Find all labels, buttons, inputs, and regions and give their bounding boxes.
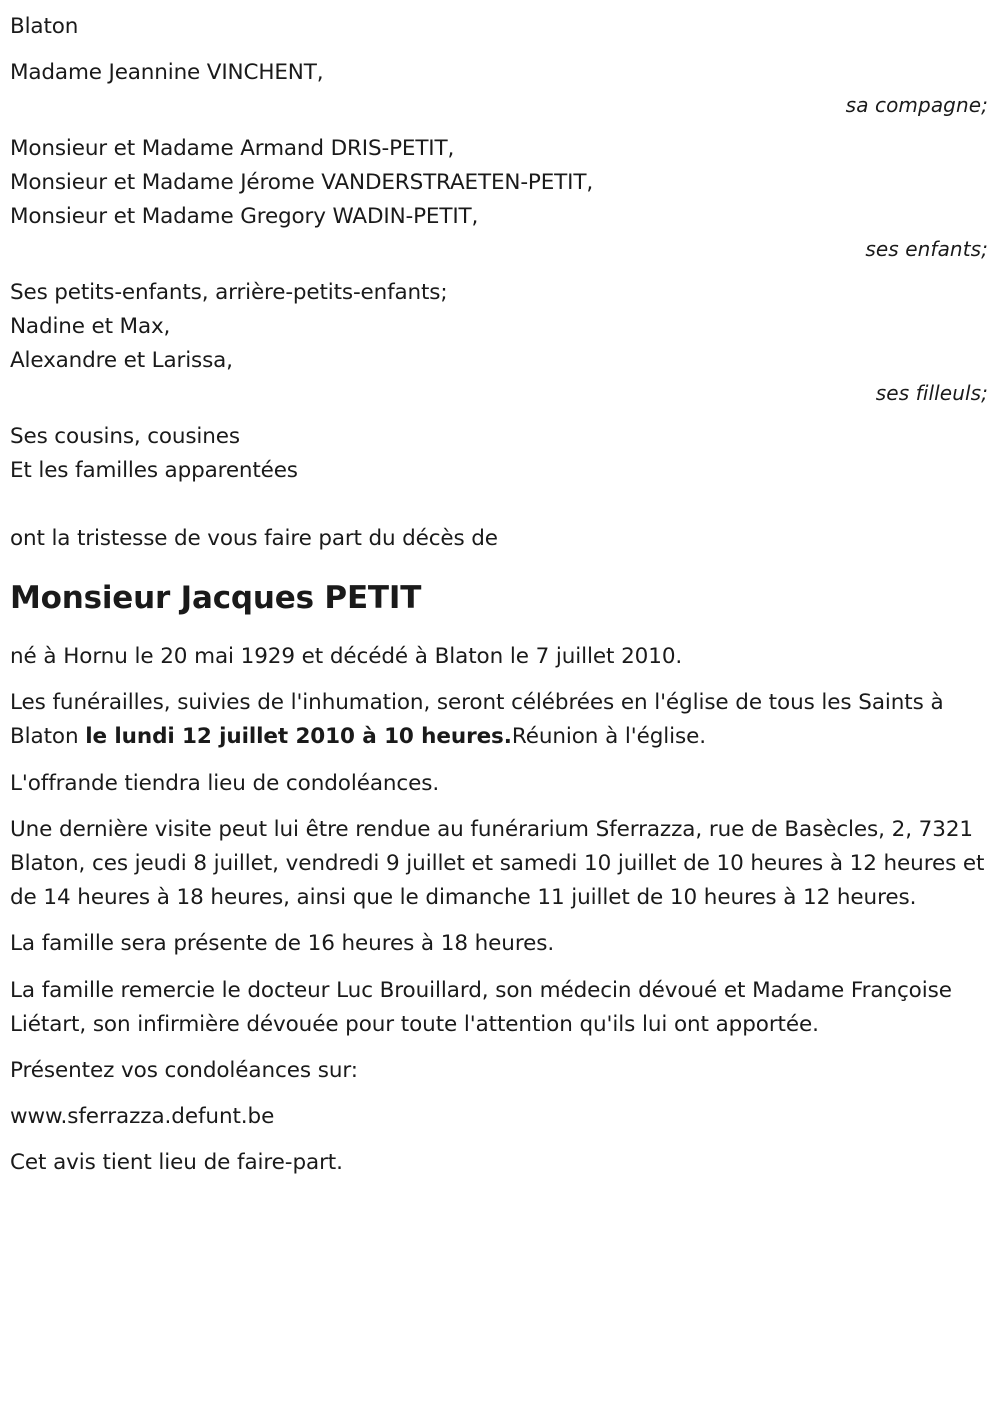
thanks-paragraph: La famille remercie le docteur Luc Brouillard, son médecin dévoué et Madame Françoise Liétart, son infirmière dévouée pour toute l'attention qu'ils lui ont apportée. (10, 977, 952, 1037)
family-presence-paragraph: La famille sera présente de 16 heures à 18 heures. (10, 931, 555, 957)
locality-line: Blaton (10, 14, 79, 39)
spacer (10, 556, 992, 578)
mourner-name: Alexandre et Larissa, (10, 348, 233, 373)
birth-death-paragraph: né à Hornu le 20 mai 1929 et décédé à Blaton le 7 juillet 2010. (10, 644, 683, 669)
mourner-group-compagne (10, 56, 992, 120)
condolences-url[interactable]: www.sferrazza.defunt.be (10, 1104, 275, 1130)
mourner-group-cousins (10, 420, 992, 488)
mourner-name: Monsieur et Madame Gregory WADIN-PETIT, (10, 204, 479, 229)
closing-paragraph: Cet avis tient lieu de faire-part. (10, 1150, 343, 1176)
offering-paragraph: L'offrande tiendra lieu de condoléances. (10, 770, 440, 796)
relation-label-compagne: sa compagne; (845, 93, 988, 117)
funeral-text-before: Les funérailles, suivies de l'inhumation, seront célébrées en l'église de tous les Saints à Blaton (10, 690, 944, 750)
funeral-paragraph (10, 686, 992, 754)
mourner-name: Ses petits-enfants, arrière-petits-enfants; (10, 280, 448, 305)
deceased-name-heading: Monsieur Jacques PETIT (10, 580, 422, 616)
mourner-name: Et les familles apparentées (10, 458, 298, 483)
funeral-text-after: Réunion à l'église. (511, 724, 706, 750)
mourner-name: Nadine et Max, (10, 314, 171, 339)
announcement-lead-in: ont la tristesse de vous faire part du décès de (10, 526, 498, 551)
spacer (10, 618, 992, 640)
spacer (10, 44, 992, 56)
spacer (10, 488, 992, 522)
condolences-label: Présentez vos condoléances sur: (10, 1058, 358, 1084)
visitation-paragraph: Une dernière visite peut lui être rendue au funérarium Sferrazza, rue de Basècles, 2, 7321 Blaton, ces jeudi 8 juillet, vendredi 9 juillet et samedi 10 juillet de 10 heures à 12 heures et de 14 heures à 18 heures, ainsi que le dimanche 11 juillet de 10 heures à 12 heures. (10, 816, 985, 911)
mourner-name: Ses cousins, cousines (10, 424, 240, 449)
relation-label-enfants: ses enfants; (865, 237, 988, 261)
funeral-datetime-bold: le lundi 12 juillet 2010 à 10 heures. (85, 724, 512, 750)
relation-label-filleuls: ses filleuls; (875, 381, 988, 405)
mourner-name: Madame Jeannine VINCHENT, (10, 60, 324, 85)
mourner-group-enfants (10, 132, 992, 264)
mourner-name: Monsieur et Madame Jérome VANDERSTRAETEN-PETIT, (10, 170, 594, 195)
mourner-name: Monsieur et Madame Armand DRIS-PETIT, (10, 136, 455, 161)
mourner-group-filleuls (10, 276, 992, 408)
